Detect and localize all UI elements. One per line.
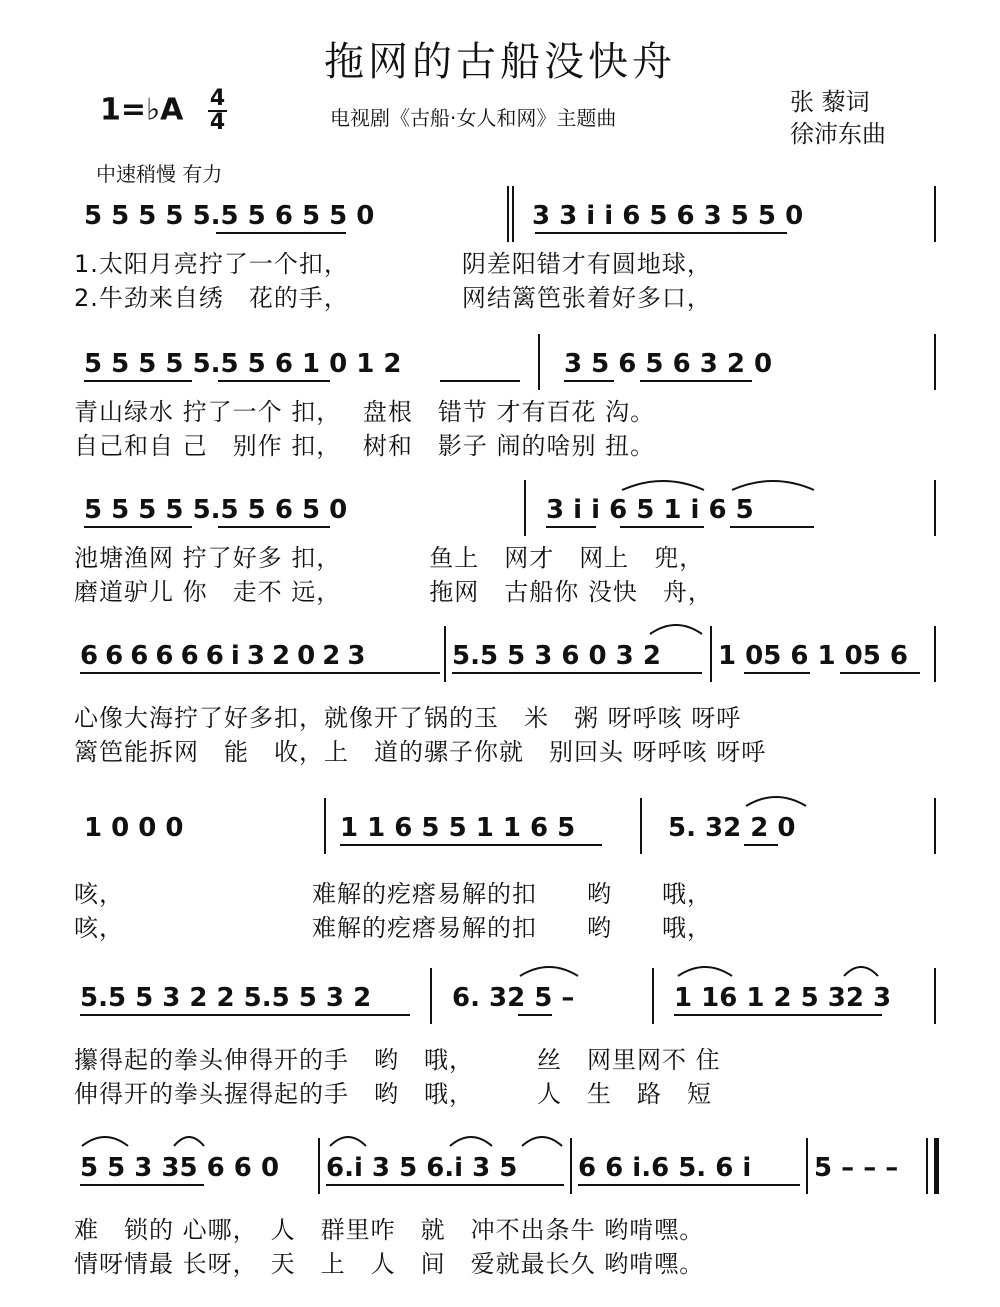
beam-underline bbox=[452, 672, 702, 674]
barline bbox=[934, 186, 936, 242]
barline bbox=[934, 334, 936, 390]
beam-underline bbox=[546, 526, 596, 528]
notes-measure-2: 3 5 6 5 6 3 2 0 bbox=[564, 349, 773, 379]
barline bbox=[710, 626, 712, 682]
notes-measure-2: 3 i i 6 5 1 i 6 5 bbox=[546, 495, 754, 525]
lyric-verse-2: 咳， 难解的疙瘩易解的扣 哟 哦， bbox=[74, 914, 712, 942]
final-barline bbox=[934, 1138, 939, 1194]
barline bbox=[934, 626, 936, 682]
slur-mark bbox=[518, 962, 580, 978]
lyric-verse-1: 1.太阳月亮拧了一个扣， 阴差阳错才有圆地球， bbox=[74, 250, 712, 278]
notes-measure-1: 5.5 5 3 2 2 5.5 5 3 2 bbox=[80, 983, 372, 1013]
notes-measure-1: 5 5 3 35 6 6 0 bbox=[80, 1153, 280, 1183]
notes-measure-1: 5 5 5 5 5.5 5 6 5 5 0 bbox=[84, 201, 375, 231]
beam-underline bbox=[326, 1184, 564, 1186]
beam-underline bbox=[84, 380, 192, 382]
beam-underline bbox=[640, 380, 752, 382]
slur-mark bbox=[744, 792, 808, 808]
beam-underline bbox=[84, 526, 192, 528]
barline bbox=[926, 1138, 928, 1194]
time-top: 4 bbox=[209, 86, 226, 111]
notes-measure-3: 5. 32 2 0 bbox=[668, 813, 796, 843]
barline bbox=[512, 186, 514, 242]
lyric-verse-1: 心像大海拧了好多扣，就像开了锅的玉 米 粥 呀呼咳 呀呼 bbox=[74, 704, 742, 732]
beam-underline bbox=[744, 844, 778, 846]
tempo-marking: 中速稍慢 有力 bbox=[96, 162, 223, 186]
slur-mark bbox=[328, 1132, 368, 1148]
lyric-verse-1: 青山绿水 拧了一个 扣， 盘根 错节 才有百花 沟。 bbox=[74, 398, 656, 426]
barline bbox=[538, 334, 540, 390]
barline bbox=[444, 626, 446, 682]
lyric-verse-2: 自己和自 己 别作 扣， 树和 影子 闹的啥别 扭。 bbox=[74, 432, 656, 460]
barline bbox=[934, 968, 936, 1024]
slur-mark bbox=[648, 620, 704, 636]
barline bbox=[430, 968, 432, 1024]
beam-underline bbox=[578, 1184, 800, 1186]
barline bbox=[640, 798, 642, 854]
barline bbox=[524, 480, 526, 536]
lyricist-credit: 张 藜词 bbox=[790, 88, 870, 116]
lyric-verse-1: 难 锁的 心哪， 人 群里咋 就 冲不出条牛 哟啃嘿。 bbox=[74, 1216, 705, 1244]
slur-mark bbox=[842, 962, 880, 978]
barline bbox=[324, 798, 326, 854]
beam-underline bbox=[674, 1014, 882, 1016]
beam-underline bbox=[216, 232, 346, 234]
beam-underline bbox=[218, 380, 330, 382]
lyric-verse-1: 池塘渔网 拧了好多 扣， 鱼上 网才 网上 兜， bbox=[74, 544, 705, 572]
slur-mark bbox=[620, 476, 706, 492]
notes-measure-1: 5 5 5 5 5.5 5 6 1 0 1 2 bbox=[84, 349, 402, 379]
notes-measure-2: 5.5 5 3 6 0 3 2 bbox=[452, 641, 661, 671]
notes-measure-1: 1 0 0 0 bbox=[84, 813, 184, 843]
beam-underline bbox=[80, 672, 440, 674]
beam-underline bbox=[440, 380, 520, 382]
beam-underline bbox=[730, 526, 814, 528]
barline bbox=[806, 1138, 808, 1194]
time-bottom: 4 bbox=[209, 110, 226, 135]
beam-underline bbox=[518, 1014, 552, 1016]
beam-underline bbox=[340, 844, 602, 846]
barline bbox=[570, 1138, 572, 1194]
notes-measure-2: 1 1 6 5 5 1 1 6 5 bbox=[340, 813, 576, 843]
beam-underline bbox=[564, 380, 614, 382]
slur-mark bbox=[448, 1132, 494, 1148]
subtitle: 电视剧《古船·女人和网》主题曲 bbox=[330, 106, 617, 130]
lyric-verse-2: 磨道驴儿 你 走不 远， 拖网 古船你 没快 舟， bbox=[74, 578, 713, 606]
key-signature bbox=[100, 88, 227, 134]
slur-mark bbox=[172, 1132, 206, 1148]
slur-mark bbox=[520, 1132, 564, 1148]
beam-underline bbox=[80, 1014, 410, 1016]
time-signature bbox=[208, 88, 227, 134]
notes-measure-1: 6 6 6 6 6 6 i 3 2 0 2 3 bbox=[80, 641, 365, 671]
notes-measure-1: 5 5 5 5 5.5 5 6 5 0 bbox=[84, 495, 348, 525]
barline bbox=[934, 480, 936, 536]
lyric-verse-2: 伸得开的拳头握得起的手 哟 哦， 人 生 路 短 bbox=[74, 1080, 712, 1108]
beam-underline bbox=[620, 526, 704, 528]
barline bbox=[507, 186, 509, 242]
beam-underline bbox=[535, 232, 787, 234]
barline bbox=[318, 1138, 320, 1194]
notes-measure-3: 1 16 1 2 5 32 3 bbox=[674, 983, 892, 1013]
slur-mark bbox=[730, 476, 816, 492]
beam-underline bbox=[840, 672, 920, 674]
key-text: 1=♭A bbox=[100, 92, 184, 128]
slur-mark bbox=[676, 962, 734, 978]
barline bbox=[934, 798, 936, 854]
beam-underline bbox=[218, 526, 330, 528]
composer-credit: 徐沛东曲 bbox=[790, 120, 886, 148]
notes-measure-3: 6 6 i.6 5. 6 i bbox=[578, 1153, 752, 1183]
notes-measure-2: 6. 32 5 – bbox=[452, 983, 575, 1013]
notes-measure-3: 1 05 6 1 05 6 bbox=[718, 641, 908, 671]
lyric-verse-2: 情呀情最 长呀， 天 上 人 间 爱就最长久 哟啃嘿。 bbox=[74, 1250, 705, 1278]
song-title: 拖网的古船没快舟 bbox=[324, 39, 676, 85]
beam-underline bbox=[744, 672, 810, 674]
beam-underline bbox=[80, 1184, 204, 1186]
barline bbox=[652, 968, 654, 1024]
slur-mark bbox=[80, 1132, 130, 1148]
notes-measure-4: 5 – – – bbox=[814, 1153, 899, 1183]
notes-measure-2: 3 3 i i 6 5 6 3 5 5 0 bbox=[532, 201, 804, 231]
lyric-verse-2: 2.牛劲来自绣 花的手， 网结篱笆张着好多口， bbox=[74, 284, 712, 312]
lyric-verse-2: 篱笆能拆网 能 收，上 道的骡子你就 别回头 呀呼咳 呀呼 bbox=[74, 738, 767, 766]
lyric-verse-1: 咳， 难解的疙瘩易解的扣 哟 哦， bbox=[74, 880, 712, 908]
lyric-verse-1: 攥得起的拳头伸得开的手 哟 哦， 丝 网里网不 住 bbox=[74, 1046, 721, 1074]
notes-measure-2: 6.i 3 5 6.i 3 5 bbox=[326, 1153, 518, 1183]
